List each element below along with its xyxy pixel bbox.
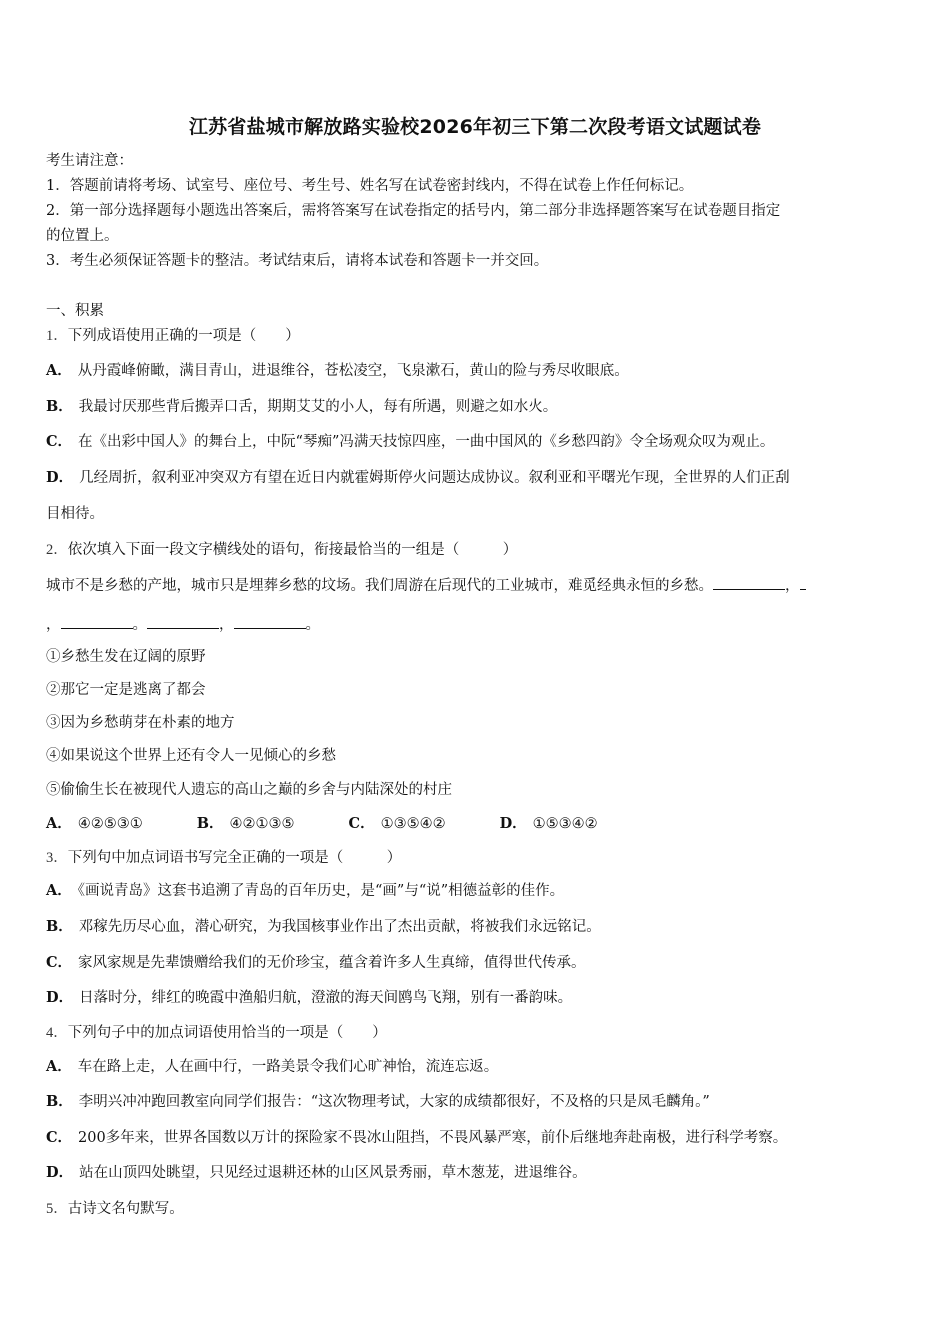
q1-option-d [46, 467, 906, 489]
statement: ③因为乡愁萌芽在朴素的地方 [46, 715, 235, 731]
punctuation: 。 [305, 617, 320, 633]
choice-d[interactable] [500, 813, 598, 835]
fill-blank[interactable] [713, 575, 785, 590]
option-key: B． [196, 815, 224, 832]
section-heading: 一、积累 [46, 303, 104, 319]
q4-option-c [46, 1127, 906, 1149]
option-text: 家风家规是先辈馈赠给我们的无价珍宝，蕴含着许多人生真缔，值得世代传承。 [78, 955, 586, 971]
notice-item: 1．答题前请将考场、试室号、座位号、考生号、姓名写在试卷密封线内，不得在试卷上作任何标记。 [46, 178, 694, 194]
statement: ①乡愁生发在辽阔的原野 [46, 649, 206, 665]
q4-option-a [46, 1056, 906, 1078]
option-text: 200多年来，世界各国数以万计的探险家不畏冰山阻挡，不畏风暴严寒，前仆后继地奔赴南极，进行科学考察。 [78, 1130, 788, 1146]
option-key: C． [348, 815, 375, 832]
fill-blank[interactable] [61, 614, 133, 629]
question-number: 4． [46, 1025, 68, 1041]
option-text: ①⑤③④② [532, 816, 598, 832]
option-text: 李明兴冲冲跑回教室向同学们报告：“这次物理考试，大家的成绩都很好，不及格的只是凤毛麟角。” [78, 1094, 710, 1110]
punctuation: ， [785, 578, 800, 594]
option-key: B． [46, 918, 73, 935]
statement: ④如果说这个世界上还有令人一见倾心的乡愁 [46, 748, 336, 764]
option-key: C． [46, 1129, 73, 1146]
option-text: 车在路上走，人在画中行，一路美景令我们心旷神怡，流连忘返。 [77, 1059, 499, 1075]
choice-b[interactable] [197, 813, 295, 835]
option-text: 在《出彩中国人》的舞台上，中阮“琴痴”冯满天技惊四座，一曲中国风的《乡愁四韵》令全场观众叹为观止。 [78, 434, 775, 450]
q1-option-a [46, 360, 906, 382]
q1-option-c [46, 431, 906, 453]
option-key: D． [46, 469, 74, 486]
option-key: B． [46, 1093, 73, 1110]
question-number: 2． [46, 542, 68, 558]
fill-blank[interactable] [147, 614, 219, 629]
statement: ②那它一定是逃离了都会 [46, 682, 206, 698]
choice-c[interactable] [349, 813, 446, 835]
option-text: 我最讨厌那些背后搬弄口舌，期期艾艾的小人，每有所遇，则避之如水火。 [78, 399, 558, 415]
q3-option-a [46, 880, 906, 902]
option-text: 邓稼先历尽心血，潜心研究，为我国核事业作出了杰出贡献，将被我们永远铭记。 [78, 919, 601, 935]
question-4 [46, 1022, 906, 1044]
question-number: 5． [46, 1201, 68, 1217]
option-text: ①③⑤④② [380, 816, 446, 832]
option-text: 几经周折，叙利亚冲突双方有望在近日内就霍姆斯停火问题达成协议。叙利亚和平曙光乍现，全世界的人们正刮 [79, 470, 790, 486]
question-2 [46, 539, 906, 561]
question-3 [46, 847, 906, 869]
question-number: 1． [46, 328, 68, 344]
q4-option-d [46, 1162, 906, 1184]
statement: ⑤偷偷生长在被现代人遗忘的高山之巅的乡舍与内陆深处的村庄 [46, 782, 452, 798]
q2-choices [46, 813, 906, 835]
choice-a[interactable] [46, 813, 143, 835]
option-text: ④②①③⑤ [229, 816, 295, 832]
q3-option-b [46, 916, 906, 938]
notice-item: 的位置上。 [46, 228, 119, 244]
option-text: 日落时分，绯红的晚霞中渔船归航，澄澈的海天间鸥鸟飞翔，别有一番韵味。 [79, 990, 573, 1006]
option-key: A． [46, 1058, 72, 1075]
q1-option-d-continued: 目相待。 [46, 506, 104, 522]
q4-option-b [46, 1091, 906, 1113]
question-stem: 依次填入下面一段文字横线处的语句，衔接最恰当的一组是（ ） [67, 542, 518, 558]
question-5 [46, 1198, 906, 1220]
option-text: 从丹霞峰俯瞰，满目青山，进退维谷，苍松凌空，飞泉漱石，黄山的险与秀尽收眼底。 [77, 363, 629, 379]
notice-item: 2．第一部分选择题每小题选出答案后，需将答案写在试卷指定的括号内，第二部分非选择题答案写在试卷题目指定 [46, 203, 781, 219]
fill-blank[interactable] [234, 614, 306, 629]
option-key: C． [46, 433, 73, 450]
q3-option-c [46, 952, 906, 974]
option-text: ④②⑤③① [77, 816, 143, 832]
question-number: 3． [46, 850, 68, 866]
option-key: A． [46, 815, 72, 832]
option-text: 站在山顶四处眺望，只见经过退耕还林的山区风景秀丽，草木葱茏，进退维谷。 [79, 1165, 587, 1181]
option-key: B． [46, 398, 73, 415]
fill-blank[interactable] [800, 575, 806, 590]
option-text: 《画说青岛》这套书追溯了青岛的百年历史，是“画”与“说”相德益彰的佳作。 [77, 883, 565, 899]
punctuation: 。 [132, 617, 147, 633]
punctuation: ， [219, 617, 234, 633]
q2-passage [46, 575, 906, 597]
passage-text: 城市不是乡愁的产地，城市只是埋葬乡愁的坟场。我们周游在后现代的工业城市，难觅经典永恒的乡愁。 [46, 578, 713, 594]
q1-option-b [46, 396, 906, 418]
q3-option-d [46, 987, 906, 1009]
page-title: 江苏省盐城市解放路实验校2026年初三下第二次段考语文试题试卷 [188, 116, 762, 138]
question-stem: 下列成语使用正确的一项是（ ） [67, 328, 300, 344]
question-stem: 古诗文名句默写。 [67, 1201, 184, 1217]
q2-passage-continued [46, 614, 906, 636]
question-stem: 下列句子中的加点词语使用恰当的一项是（ ） [67, 1025, 387, 1041]
option-key: A． [46, 882, 72, 899]
question-stem: 下列句中加点词语书写完全正确的一项是（ ） [67, 850, 402, 866]
option-key: A． [46, 362, 72, 379]
option-key: C． [46, 954, 73, 971]
question-1 [46, 325, 906, 347]
option-key: D． [46, 989, 74, 1006]
option-key: D． [46, 1164, 74, 1181]
option-key: D． [499, 815, 527, 832]
notice-heading: 考生请注意： [46, 153, 133, 169]
punctuation: ， [46, 617, 61, 633]
notice-item: 3．考生必须保证答题卡的整洁。考试结束后，请将本试卷和答题卡一并交回。 [46, 253, 549, 269]
